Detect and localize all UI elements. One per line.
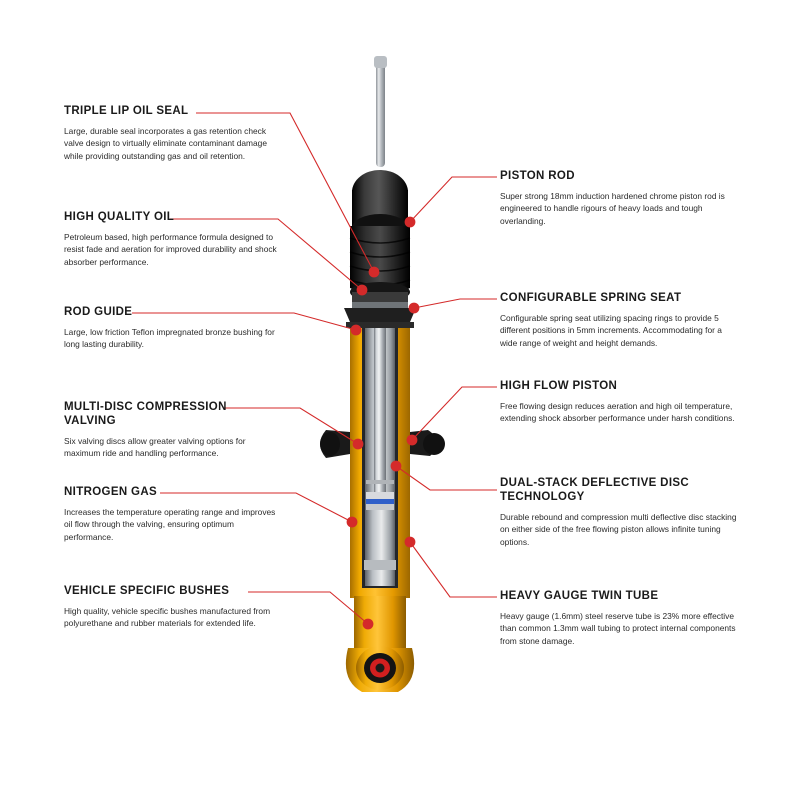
base-valve [364,560,396,570]
spring-seat-collar [344,308,416,322]
callout-multi-disc-compression-valving [64,400,279,460]
callout-title: HEAVY GAUGE TWIN TUBE [500,590,659,602]
callout-piston-rod [500,169,740,227]
callout-high-quality-oil [64,210,279,268]
callout-body: Large, durable seal incorporates a gas retention check valve design to virtually eliminate contaminant damage while providing outstanding gas and oil retention. [64,126,267,161]
disc-stack [366,504,394,510]
callout-high-flow-piston [500,379,740,425]
callout-title: PISTON ROD [500,170,575,182]
high-flow-piston-part [366,492,394,499]
callout-body: Durable rebound and compression multi deflective disc stacking on either side of the free flowing piston allows infinite tuning options. [500,512,737,547]
left-bracket-eye [320,432,340,456]
callout-title: NITROGEN GAS [64,486,158,498]
callout-title: ROD GUIDE [64,306,133,318]
callout-body: Super strong 18mm induction hardened chrome piston rod is engineered to handle rigours of heavy loads and tough overlanding. [500,191,725,226]
callout-vehicle-specific-bushes [64,584,279,630]
callout-body: Six valving discs allow greater valving options for maximum ride and handling performance. [64,436,246,459]
right-bracket-eye [423,433,445,455]
callout-body: Configurable spring seat utilizing spacing rings to provide 5 different positions in 5mm increments. Accommodating for a wide range of weight and height demands. [500,313,722,348]
callout-title: MULTI-DISC COMPRESSION VALVING [64,401,227,427]
piston-rod-part [376,62,385,167]
callout-rod-guide [64,305,279,351]
callout-title: DUAL-STACK DEFLECTIVE DISC TECHNOLOGY [500,477,690,503]
callout-title: HIGH QUALITY OIL [64,211,175,223]
upper-disc-stack [366,480,394,484]
callout-title: CONFIGURABLE SPRING SEAT [500,292,682,304]
internal-rod [374,318,386,508]
callout-dual-stack-deflective-disc-technology [500,476,740,548]
callout-body: High quality, vehicle specific bushes manufactured from polyurethane and rubber materials for extended life. [64,606,271,629]
shock-absorber-illustration [300,40,500,720]
callout-body: Petroleum based, high performance formula designed to resist fade and aeration for improved durability and shock absorber performance. [64,232,277,267]
callout-configurable-spring-seat [500,291,740,349]
callout-triple-lip-oil-seal [64,104,279,162]
callout-heavy-gauge-twin-tube [500,589,740,647]
callout-body: Large, low friction Teflon impregnated bronze bushing for long lasting durability. [64,327,275,350]
callout-title: VEHICLE SPECIFIC BUSHES [64,585,230,597]
piston-band [366,499,394,504]
bush-bore [376,664,385,673]
callout-body: Heavy gauge (1.6mm) steel reserve tube is 23% more effective than common 1.3mm wall tubing to protect internal components from stone damage. [500,611,736,646]
callout-title: HIGH FLOW PISTON [500,380,618,392]
callout-body: Free flowing design reduces aeration and high oil temperature, extending shock absorber performance under harsh conditions. [500,401,735,424]
rod-tip [374,56,387,68]
callout-title: TRIPLE LIP OIL SEAL [64,105,189,117]
callout-body: Increases the temperature operating range and improves oil flow through the valving, ensuring optimum performance. [64,507,276,542]
spring-seat-ring [346,322,414,328]
callout-nitrogen-gas [64,485,279,543]
